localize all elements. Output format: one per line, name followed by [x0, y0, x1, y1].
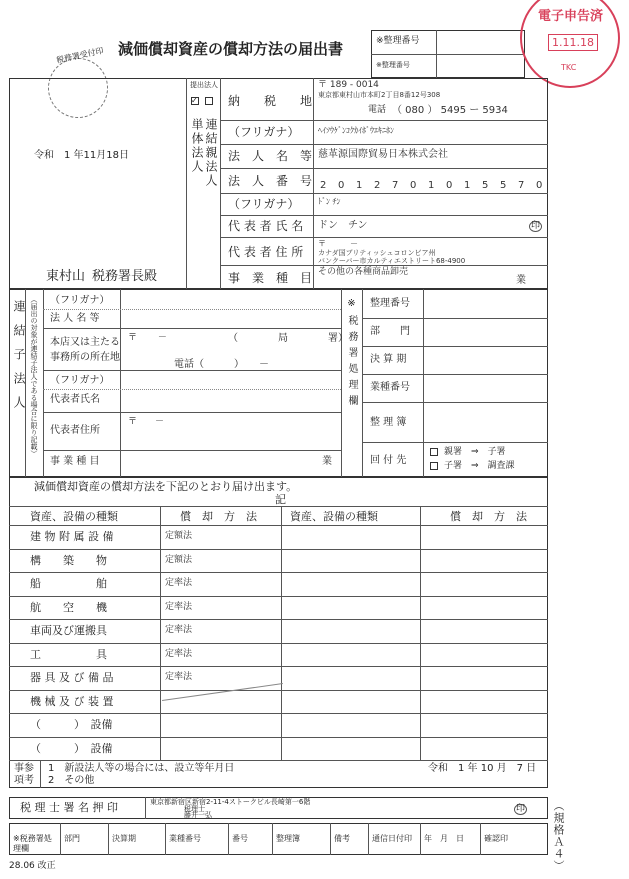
- asset-type-cell: 器 具 及 び 備 品: [30, 671, 114, 684]
- asset-method-cell: 定率法: [165, 672, 193, 682]
- consolidated-note: （届出の対象が連結子法人である場合に限り記載）: [30, 296, 38, 457]
- route-parent-checkbox[interactable]: [430, 448, 438, 456]
- asset-type-cell: 航 空 機: [30, 601, 107, 614]
- rep-seal-mark: 印: [531, 221, 541, 231]
- consolidated-parent-label: 連結親法人: [204, 118, 218, 188]
- consolidated-postal: 〒 －: [128, 333, 167, 343]
- consolidated-office-label-2: 事務所の所在地: [50, 352, 120, 363]
- asset-method-cell: 定率法: [165, 602, 193, 612]
- asset-method-cell: 定率法: [165, 578, 193, 588]
- bottom-row-cell: 確認印: [484, 834, 508, 843]
- tax-accountant-title: 税理士: [184, 805, 205, 813]
- bottom-row-cell: ※税務署処理欄: [13, 834, 52, 853]
- group-number-label: ※整理番号: [376, 61, 410, 69]
- address-value: 東京都東村山市本町2丁目8番12号308: [318, 91, 441, 99]
- asset-type-cell: 構 築 物: [30, 554, 107, 567]
- asset-type-cell: 機 械 及 び 装 置: [30, 695, 114, 708]
- business-type-value: その他の各種商品卸売: [318, 267, 409, 277]
- reference-item-1: 1 新設法人等の場合には、設立等年月日: [48, 763, 235, 774]
- consolidated-business-suffix: 業: [322, 456, 332, 467]
- ki-mark: 記: [275, 493, 286, 506]
- route-child-to-survey: 子署 ⇒ 調査課: [444, 461, 515, 471]
- rep-postal: 〒 －: [318, 239, 358, 248]
- applicant-type-header: 提出法人: [190, 81, 218, 89]
- consolidated-rep-address-label: 代表者住所: [50, 425, 100, 436]
- route-parent-to-child: 親署 ⇒ 子署: [444, 447, 506, 457]
- statement-text: 減価償却資産の償却方法を下記のとおり届け出ます。: [34, 480, 298, 493]
- asset-type-cell: （ ） 設備: [30, 718, 113, 731]
- header-method-1: 償 却 方 法: [180, 510, 257, 523]
- e-filing-stamp-date: 1.11.18: [548, 34, 598, 51]
- e-filing-stamp-org: TKC: [561, 63, 577, 72]
- reference-item-2: 2 その他: [48, 775, 95, 786]
- consolidated-side-label: 連結子法人: [12, 300, 26, 420]
- asset-type-cell: 車両及び運搬具: [30, 624, 107, 637]
- submission-date: 令和 1 年11月18日: [34, 150, 129, 161]
- bottom-row-cell: 業種番号: [169, 834, 201, 843]
- office-use-kaifu: 回 付 先: [370, 455, 407, 466]
- asset-method-cell: 定額法: [165, 555, 193, 565]
- business-type-label: 事 業 種 目: [228, 271, 313, 285]
- header-asset-type-2: 資産、設備の種類: [290, 510, 378, 523]
- a4-side-note: （規格Ａ４）: [552, 800, 565, 872]
- reference-date: 令和 1 年 10 月 7 日: [428, 763, 537, 774]
- revision-label: 28.06 改正: [9, 861, 56, 871]
- hojin-name-value: 慈革源国際貿易日本株式会社: [318, 149, 448, 160]
- e-filing-stamp-text: 電子申告済: [538, 9, 604, 24]
- phone-value: （ 080 ） 5495 ー 5934: [392, 105, 508, 116]
- nozeichi-label: 納 税 地: [228, 94, 313, 108]
- hojin-number-cells: 2 0 1 2 7 0 1 0 1 5 5 7 0: [320, 180, 543, 191]
- single-entity-checkbox[interactable]: ✓: [191, 96, 198, 105]
- bottom-row-cell: 部門: [64, 834, 80, 843]
- consolidated-office-label-1: 本店又は主たる: [50, 337, 120, 348]
- tax-accountant-name: 藤井一弘: [184, 811, 212, 819]
- rep-furigana-value: ﾄﾞﾝ ﾁﾝ: [318, 197, 341, 206]
- asset-type-cell: 工 具: [30, 648, 107, 661]
- office-use-side-label: ※税務署処理欄: [346, 298, 357, 411]
- office-use-kessanki: 決 算 期: [370, 354, 407, 365]
- rep-furigana-label: （フリガナ）: [228, 197, 300, 211]
- consolidated-name-label: 法 人 名 等: [50, 313, 100, 324]
- tax-accountant-label: 税 理 士 署 名 押 印: [20, 801, 118, 814]
- bottom-row-cell: 決算期: [112, 834, 136, 843]
- bottom-row-cell: 通信日付印: [372, 834, 412, 843]
- reference-label-2: 項考: [14, 775, 34, 786]
- rep-address-label: 代 表 者 住 所: [228, 245, 304, 259]
- consolidated-parent-checkbox[interactable]: [205, 97, 213, 105]
- hojin-number-label: 法 人 番 号: [228, 174, 313, 188]
- asset-type-cell: （ ） 設備: [30, 742, 113, 755]
- tax-accountant-seal: 印: [516, 804, 526, 814]
- furigana-label: （フリガナ）: [228, 125, 300, 139]
- header-method-2: 償 却 方 法: [450, 510, 527, 523]
- rep-address-line-2: バンクーバー市カルティエストリート68-4900: [318, 257, 466, 265]
- asset-method-cell: 定率法: [165, 625, 193, 635]
- bottom-row-cell: 番号: [232, 834, 248, 843]
- bottom-row-cell: 整理簿: [276, 834, 300, 843]
- consolidated-rep-name-label: 代表者氏名: [50, 394, 100, 405]
- bottom-row-cell: 備考: [334, 834, 350, 843]
- postal-code: 〒 189 - 0014: [318, 80, 379, 90]
- asset-type-cell: 船 舶: [30, 577, 107, 590]
- phone-label: 電話: [368, 105, 387, 115]
- office-use-seiri: 整理番号: [370, 298, 410, 309]
- header-asset-type-1: 資産、設備の種類: [30, 510, 118, 523]
- office-use-seiribo: 整 理 簿: [370, 417, 407, 428]
- consolidated-furigana-label: （フリガナ）: [50, 295, 110, 306]
- hojin-name-label: 法 人 名 等: [228, 149, 313, 163]
- consolidated-phone: 電話（ ） －: [174, 359, 269, 370]
- consolidated-rep-postal: 〒 －: [128, 417, 165, 427]
- reference-label-1: 事参: [14, 763, 34, 774]
- bottom-row-cell: 年 月 日: [424, 834, 464, 843]
- tax-office-name: 東村山: [46, 269, 86, 284]
- rep-name-label: 代 表 者 氏 名: [228, 219, 304, 233]
- tax-office-suffix: 税務署長殿: [92, 269, 158, 284]
- single-entity-label: 単体法人: [190, 118, 204, 174]
- consolidated-business-label: 事 業 種 目: [50, 456, 100, 467]
- asset-type-cell: 建 物 附 属 設 備: [30, 530, 114, 543]
- receipt-stamp-label: 税務署受付印: [55, 46, 105, 65]
- furigana-value: ﾍｲｿｳｹﾞﾝｺｸｶｲﾎﾞｳｴｷﾆﾎﾝ: [318, 126, 394, 135]
- asset-method-cell: 定率法: [165, 649, 193, 659]
- office-use-gyoshu: 業種番号: [370, 382, 410, 393]
- office-use-bumon: 部 門: [370, 326, 410, 337]
- route-child-checkbox[interactable]: [430, 462, 438, 470]
- consolidated-rep-furigana-label: （フリガナ）: [50, 375, 110, 386]
- asset-method-cell: 定額法: [165, 531, 193, 541]
- consolidated-bureau: （ 局 署）: [228, 333, 348, 344]
- business-type-suffix: 業: [516, 275, 526, 286]
- seiri-number-label: ※整理番号: [376, 36, 420, 46]
- tax-accountant-address: 東京都新宿区新宿2-11-4ストークビル長崎第一6階: [150, 798, 311, 806]
- rep-name-value: ドン チン: [318, 220, 368, 231]
- document-title: 減価償却資産の償却方法の届出書: [118, 40, 344, 58]
- rep-address-line-1: カナダ国ブリティッシュコロンビア州: [318, 249, 436, 257]
